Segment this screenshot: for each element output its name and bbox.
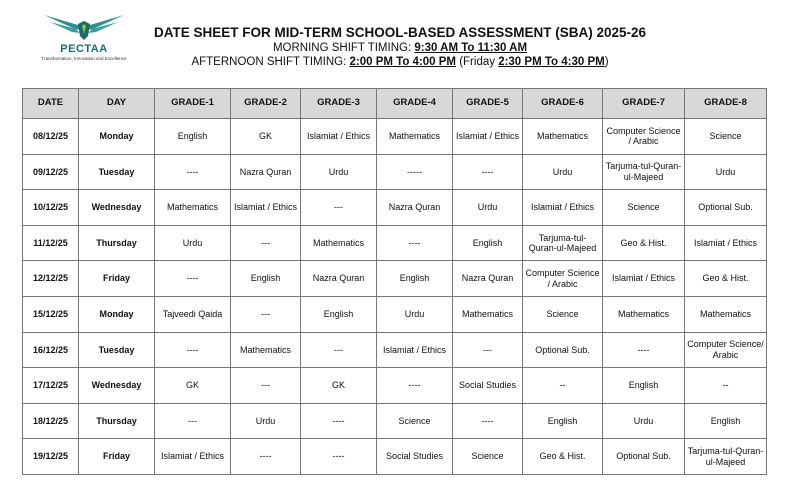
- table-body: [23, 119, 767, 475]
- subject-cell: English: [685, 403, 767, 439]
- column-header-grade-7: GRADE-7: [603, 89, 685, 119]
- page-header: [140, 24, 660, 69]
- pectaa-logo: [28, 12, 140, 70]
- subject-cell: Science: [685, 119, 767, 155]
- subject-cell: -----: [377, 154, 453, 190]
- date-cell: 09/12/25: [23, 154, 79, 190]
- subject-cell: ---: [301, 190, 377, 226]
- afternoon-shift-label: AFTERNOON SHIFT TIMING:: [191, 56, 347, 68]
- subject-cell: Islamiat / Ethics: [453, 119, 523, 155]
- subject-cell: Science: [377, 403, 453, 439]
- day-cell: Wednesday: [79, 368, 155, 404]
- subject-cell: Islamiat / Ethics: [685, 225, 767, 261]
- column-header-grade-4: GRADE-4: [377, 89, 453, 119]
- day-cell: Thursday: [79, 403, 155, 439]
- subject-cell: Tarjuma-tul-Quran-ul-Majeed: [603, 154, 685, 190]
- subject-cell: ---: [155, 403, 231, 439]
- date-sheet-table: [22, 88, 767, 475]
- subject-cell: Nazra Quran: [301, 261, 377, 297]
- subject-cell: Social Studies: [453, 368, 523, 404]
- subject-cell: GK: [301, 368, 377, 404]
- subject-cell: Mathematics: [231, 332, 301, 368]
- subject-cell: Optional Sub.: [523, 332, 603, 368]
- subject-cell: Science: [523, 296, 603, 332]
- subject-cell: --: [523, 368, 603, 404]
- date-cell: 12/12/25: [23, 261, 79, 297]
- subject-cell: ----: [155, 332, 231, 368]
- column-header-date: DATE: [23, 89, 79, 119]
- subject-cell: Science: [603, 190, 685, 226]
- column-header-grade-2: GRADE-2: [231, 89, 301, 119]
- subject-cell: Social Studies: [377, 439, 453, 475]
- subject-cell: ---: [453, 332, 523, 368]
- date-cell: 17/12/25: [23, 368, 79, 404]
- subject-cell: English: [301, 296, 377, 332]
- date-cell: 08/12/25: [23, 119, 79, 155]
- subject-cell: Mathematics: [301, 225, 377, 261]
- table-row: [23, 225, 767, 261]
- subject-cell: Urdu: [523, 154, 603, 190]
- table-row: [23, 296, 767, 332]
- subject-cell: Tarjuma-tul-Quran-ul-Majeed: [523, 225, 603, 261]
- date-cell: 11/12/25: [23, 225, 79, 261]
- subject-cell: Urdu: [301, 154, 377, 190]
- morning-shift-time: 9:30 AM To 11:30 AM: [414, 42, 528, 54]
- subject-cell: ----: [301, 439, 377, 475]
- day-cell: Tuesday: [79, 332, 155, 368]
- column-header-grade-5: GRADE-5: [453, 89, 523, 119]
- day-cell: Monday: [79, 119, 155, 155]
- day-cell: Tuesday: [79, 154, 155, 190]
- table-row: [23, 368, 767, 404]
- subject-cell: Mathematics: [603, 296, 685, 332]
- subject-cell: Mathematics: [685, 296, 767, 332]
- subject-cell: Nazra Quran: [231, 154, 301, 190]
- subject-cell: Tarjuma-tul-Quran-ul-Majeed: [685, 439, 767, 475]
- subject-cell: Nazra Quran: [377, 190, 453, 226]
- day-cell: Thursday: [79, 225, 155, 261]
- table-row: [23, 190, 767, 226]
- friday-open: (Friday: [459, 56, 495, 68]
- subject-cell: ----: [377, 368, 453, 404]
- table-row: [23, 403, 767, 439]
- subject-cell: ---: [231, 368, 301, 404]
- column-header-grade-3: GRADE-3: [301, 89, 377, 119]
- subject-cell: Mathematics: [523, 119, 603, 155]
- date-cell: 15/12/25: [23, 296, 79, 332]
- table-row: [23, 439, 767, 475]
- column-header-day: DAY: [79, 89, 155, 119]
- subject-cell: Urdu: [603, 403, 685, 439]
- subject-cell: ---: [301, 332, 377, 368]
- subject-cell: Urdu: [231, 403, 301, 439]
- column-header-grade-8: GRADE-8: [685, 89, 767, 119]
- subject-cell: English: [603, 368, 685, 404]
- subject-cell: Mathematics: [377, 119, 453, 155]
- logo-brand: PECTAA: [60, 43, 108, 55]
- day-cell: Wednesday: [79, 190, 155, 226]
- date-cell: 18/12/25: [23, 403, 79, 439]
- subject-cell: Computer Science / Arabic: [603, 119, 685, 155]
- subject-cell: ----: [301, 403, 377, 439]
- morning-shift-line: [140, 41, 660, 55]
- subject-cell: English: [231, 261, 301, 297]
- table-header-row: [23, 89, 767, 119]
- column-header-grade-1: GRADE-1: [155, 89, 231, 119]
- table-row: [23, 119, 767, 155]
- subject-cell: --: [685, 368, 767, 404]
- subject-cell: ----: [453, 154, 523, 190]
- afternoon-shift-time: 2:00 PM To 4:00 PM: [349, 56, 456, 68]
- subject-cell: Urdu: [155, 225, 231, 261]
- table-row: [23, 154, 767, 190]
- friday-shift-time: 2:30 PM To 4:30 PM: [498, 56, 605, 68]
- subject-cell: English: [523, 403, 603, 439]
- subject-cell: Geo & Hist.: [685, 261, 767, 297]
- subject-cell: Mathematics: [155, 190, 231, 226]
- day-cell: Friday: [79, 261, 155, 297]
- subject-cell: English: [155, 119, 231, 155]
- subject-cell: Geo & Hist.: [523, 439, 603, 475]
- subject-cell: Islamiat / Ethics: [155, 439, 231, 475]
- subject-cell: ----: [231, 439, 301, 475]
- subject-cell: ----: [377, 225, 453, 261]
- subject-cell: Science: [453, 439, 523, 475]
- subject-cell: ---: [231, 225, 301, 261]
- subject-cell: Islamiat / Ethics: [231, 190, 301, 226]
- subject-cell: English: [453, 225, 523, 261]
- date-cell: 19/12/25: [23, 439, 79, 475]
- day-cell: Monday: [79, 296, 155, 332]
- table-row: [23, 261, 767, 297]
- date-cell: 10/12/25: [23, 190, 79, 226]
- subject-cell: Geo & Hist.: [603, 225, 685, 261]
- subject-cell: Islamiat / Ethics: [377, 332, 453, 368]
- subject-cell: Mathematics: [453, 296, 523, 332]
- subject-cell: ----: [453, 403, 523, 439]
- day-cell: Friday: [79, 439, 155, 475]
- subject-cell: Urdu: [453, 190, 523, 226]
- eagle-logo-icon: [42, 12, 126, 42]
- morning-shift-label: MORNING SHIFT TIMING:: [272, 42, 412, 54]
- subject-cell: Computer Science / Arabic: [523, 261, 603, 297]
- subject-cell: Nazra Quran: [453, 261, 523, 297]
- subject-cell: Optional Sub.: [603, 439, 685, 475]
- subject-cell: Islamiat / Ethics: [301, 119, 377, 155]
- subject-cell: ---: [231, 296, 301, 332]
- subject-cell: Islamiat / Ethics: [523, 190, 603, 226]
- friday-close: ): [604, 56, 609, 68]
- subject-cell: GK: [231, 119, 301, 155]
- column-header-grade-6: GRADE-6: [523, 89, 603, 119]
- afternoon-shift-line: [140, 55, 660, 69]
- subject-cell: ----: [603, 332, 685, 368]
- subject-cell: Tajveedi Qaida: [155, 296, 231, 332]
- subject-cell: Urdu: [377, 296, 453, 332]
- table-row: [23, 332, 767, 368]
- subject-cell: English: [377, 261, 453, 297]
- subject-cell: Urdu: [685, 154, 767, 190]
- subject-cell: Optional Sub.: [685, 190, 767, 226]
- subject-cell: Islamiat / Ethics: [603, 261, 685, 297]
- date-cell: 16/12/25: [23, 332, 79, 368]
- subject-cell: GK: [155, 368, 231, 404]
- subject-cell: Computer Science/ Arabic: [685, 332, 767, 368]
- page-title: DATE SHEET FOR MID-TERM SCHOOL-BASED ASSESSMENT (SBA) 2025-26: [153, 25, 647, 40]
- subject-cell: ----: [155, 261, 231, 297]
- subject-cell: ----: [155, 154, 231, 190]
- logo-tagline: Transformation, Innovation and Excellence: [41, 56, 127, 61]
